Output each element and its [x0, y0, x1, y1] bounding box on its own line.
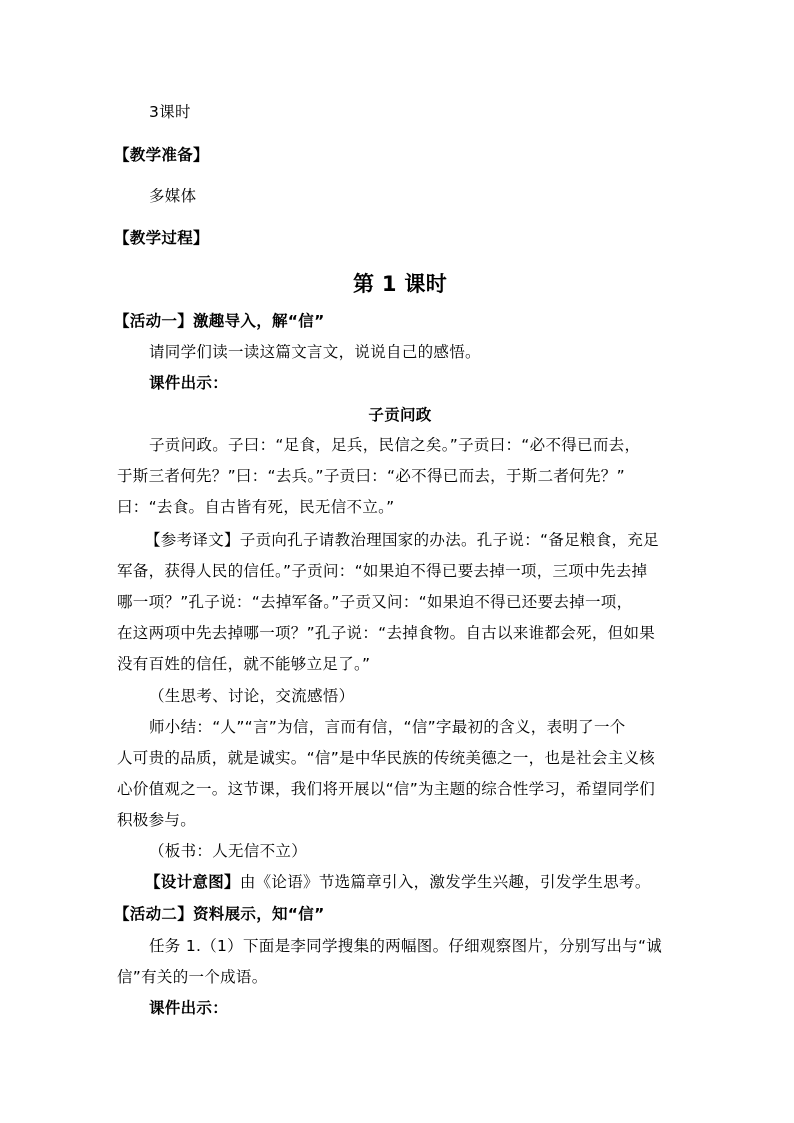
- translation-line: 没有百姓的信任，就不能够立足了。”: [117, 655, 371, 673]
- classical-line: 子贡问政。子曰：“足食，足兵，民信之矣。”子贡曰：“必不得已而去，: [149, 436, 641, 454]
- summary-line: 心价值观之一。这节课，我们将开展以“信”为主题的综合性学习，希望同学们: [117, 780, 656, 798]
- translation-line: 【参考译文】子贡向孔子请教治理国家的办法。孔子说：“备足粮食，充足: [145, 531, 659, 549]
- task-line: 任务 1.（1）下面是李同学搜集的两幅图。仔细观察图片，分别写出与“诚: [149, 937, 663, 955]
- class-periods: 3课时: [149, 103, 191, 121]
- lesson-title: 第 1 课时: [352, 272, 448, 296]
- translation-line: 在这两项中先去掉哪一项？”孔子说：“去掉食物。自古以来谁都会死，但如果: [117, 624, 656, 642]
- design-intent-text: 由《论语》节选篇章引入，激发学生兴趣，引发学生思考。: [239, 873, 651, 891]
- summary-line: 人可贵的品质，就是诚实。“信”是中华民族的传统美德之一，也是社会主义核: [117, 749, 656, 767]
- classical-line: 曰：“去食。自古皆有死，民无信不立。”: [117, 498, 395, 516]
- activity1-intro: 请同学们读一读这篇文言文，说说自己的感悟。: [149, 343, 481, 361]
- activity2-heading: 【活动二】资料展示，知“信”: [114, 905, 325, 923]
- process-heading: 【教学过程】: [114, 229, 209, 247]
- design-intent: [145, 872, 651, 892]
- board-note: （板书：人无信不立）: [149, 842, 308, 860]
- summary-line: 师小结：“人”“言”为信，言而有信，“信”字最初的含义，表明了一个: [149, 718, 626, 736]
- prep-content: 多媒体: [149, 187, 197, 205]
- activity1-heading: 【活动一】激趣导入，解“信”: [114, 312, 325, 330]
- text-title: 子贡问政: [368, 406, 432, 424]
- prep-heading: 【教学准备】: [114, 146, 209, 164]
- courseware-label-2: 课件出示：: [149, 999, 229, 1017]
- courseware-label: 课件出示：: [149, 374, 229, 392]
- translation-line: 哪一项？”孔子说：“去掉军备。”子贡又问：“如果迫不得已还要去掉一项，: [117, 593, 633, 611]
- translation-line: 军备，获得人民的信任。”子贡问：“如果迫不得已要去掉一项，三项中先去掉: [117, 562, 648, 580]
- classical-line: 于斯三者何先？”曰：“去兵。”子贡曰：“必不得已而去，于斯二者何先？”: [117, 467, 625, 485]
- design-intent-label: 【设计意图】: [145, 873, 240, 891]
- task-line: 信”有关的一个成语。: [117, 968, 268, 986]
- student-activity: （生思考、讨论，交流感悟）: [149, 687, 355, 705]
- summary-line: 积极参与。: [117, 811, 197, 829]
